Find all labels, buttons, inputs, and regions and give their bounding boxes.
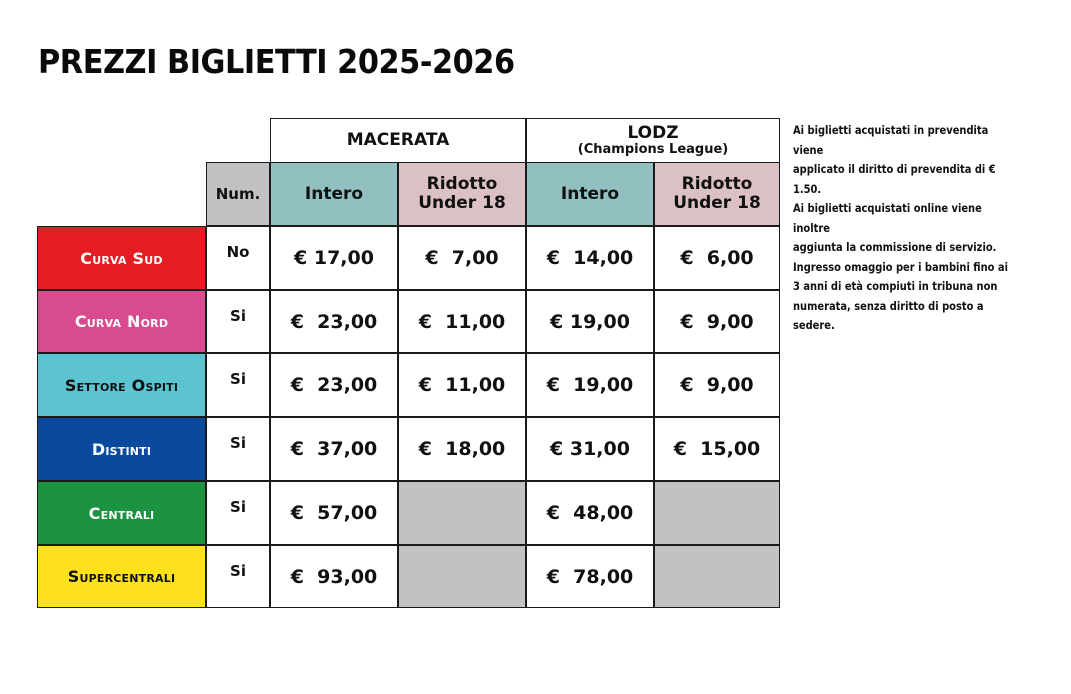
note-line: applicato il diritto di prevendita di € 1.50. (793, 162, 996, 196)
price-cell: € 23,00 (270, 353, 398, 417)
price-cell: € 9,00 (654, 290, 780, 353)
sector-cell: Centrali (37, 481, 206, 545)
price-cell: € 7,00 (398, 226, 526, 290)
ridotto-label: Ridotto (426, 174, 498, 195)
num-header: Num. (206, 162, 270, 226)
ridotto-label: Under 18 (673, 193, 761, 213)
sector-cell: Curva Sud (37, 226, 206, 290)
numbered-cell: No (206, 226, 270, 290)
price-cell: € 9,00 (654, 353, 780, 417)
note-line: aggiunta la commissione di servizio. (793, 240, 997, 254)
price-cell: € 37,00 (270, 417, 398, 481)
group-header (270, 118, 526, 163)
empty-cell (654, 545, 780, 608)
sector-cell: Settore Ospiti (37, 353, 206, 417)
price-cell: € 19,00 (526, 353, 654, 417)
price-cell: € 19,00 (526, 290, 654, 353)
sector-cell: Supercentrali (37, 545, 206, 608)
numbered-cell: Si (206, 481, 270, 545)
price-cell: € 11,00 (398, 290, 526, 353)
price-cell: € 31,00 (526, 417, 654, 481)
empty-cell (398, 545, 526, 608)
note-line: numerata, senza diritto di posto a sedere. (793, 298, 984, 332)
price-cell: € 17,00 (270, 226, 398, 290)
price-cell: € 6,00 (654, 226, 780, 290)
ridotto-label: Under 18 (418, 193, 506, 213)
price-cell: € 57,00 (270, 481, 398, 545)
notes-block (793, 121, 1018, 336)
ridotto-header (654, 162, 780, 226)
numbered-cell: Si (206, 545, 270, 608)
note-line: Ai biglietti acquistati in prevendita viene (793, 123, 989, 157)
price-cell: € 93,00 (270, 545, 398, 608)
ridotto-header (398, 162, 526, 226)
price-cell: € 48,00 (526, 481, 654, 545)
numbered-cell: Si (206, 353, 270, 417)
price-cell: € 18,00 (398, 417, 526, 481)
price-cell: € 78,00 (526, 545, 654, 608)
note-line: Ai biglietti acquistati online viene inoltre (793, 201, 982, 235)
note-line: Ingresso omaggio per i bambini fino ai (793, 259, 1008, 274)
group-subtitle: (Champions League) (577, 141, 729, 157)
numbered-cell: Si (206, 417, 270, 481)
empty-cell (398, 481, 526, 545)
price-cell: € 11,00 (398, 353, 526, 417)
page-title: PREZZI BIGLIETTI 2025-2026 (38, 42, 515, 81)
empty-cell (654, 481, 780, 545)
price-cell: € 23,00 (270, 290, 398, 353)
sector-cell: Curva Nord (37, 290, 206, 353)
group-header (526, 118, 780, 163)
group-name: MACERATA (346, 130, 450, 151)
group-name: LODZ (627, 123, 679, 143)
price-cell: € 14,00 (526, 226, 654, 290)
ridotto-label: Ridotto (681, 174, 753, 195)
sector-cell: Distinti (37, 417, 206, 481)
note-line: 3 anni di età compiuti in tribuna non (793, 279, 998, 293)
numbered-cell: Si (206, 290, 270, 353)
intero-header: Intero (526, 162, 654, 226)
price-cell: € 15,00 (654, 417, 780, 481)
intero-header: Intero (270, 162, 398, 226)
